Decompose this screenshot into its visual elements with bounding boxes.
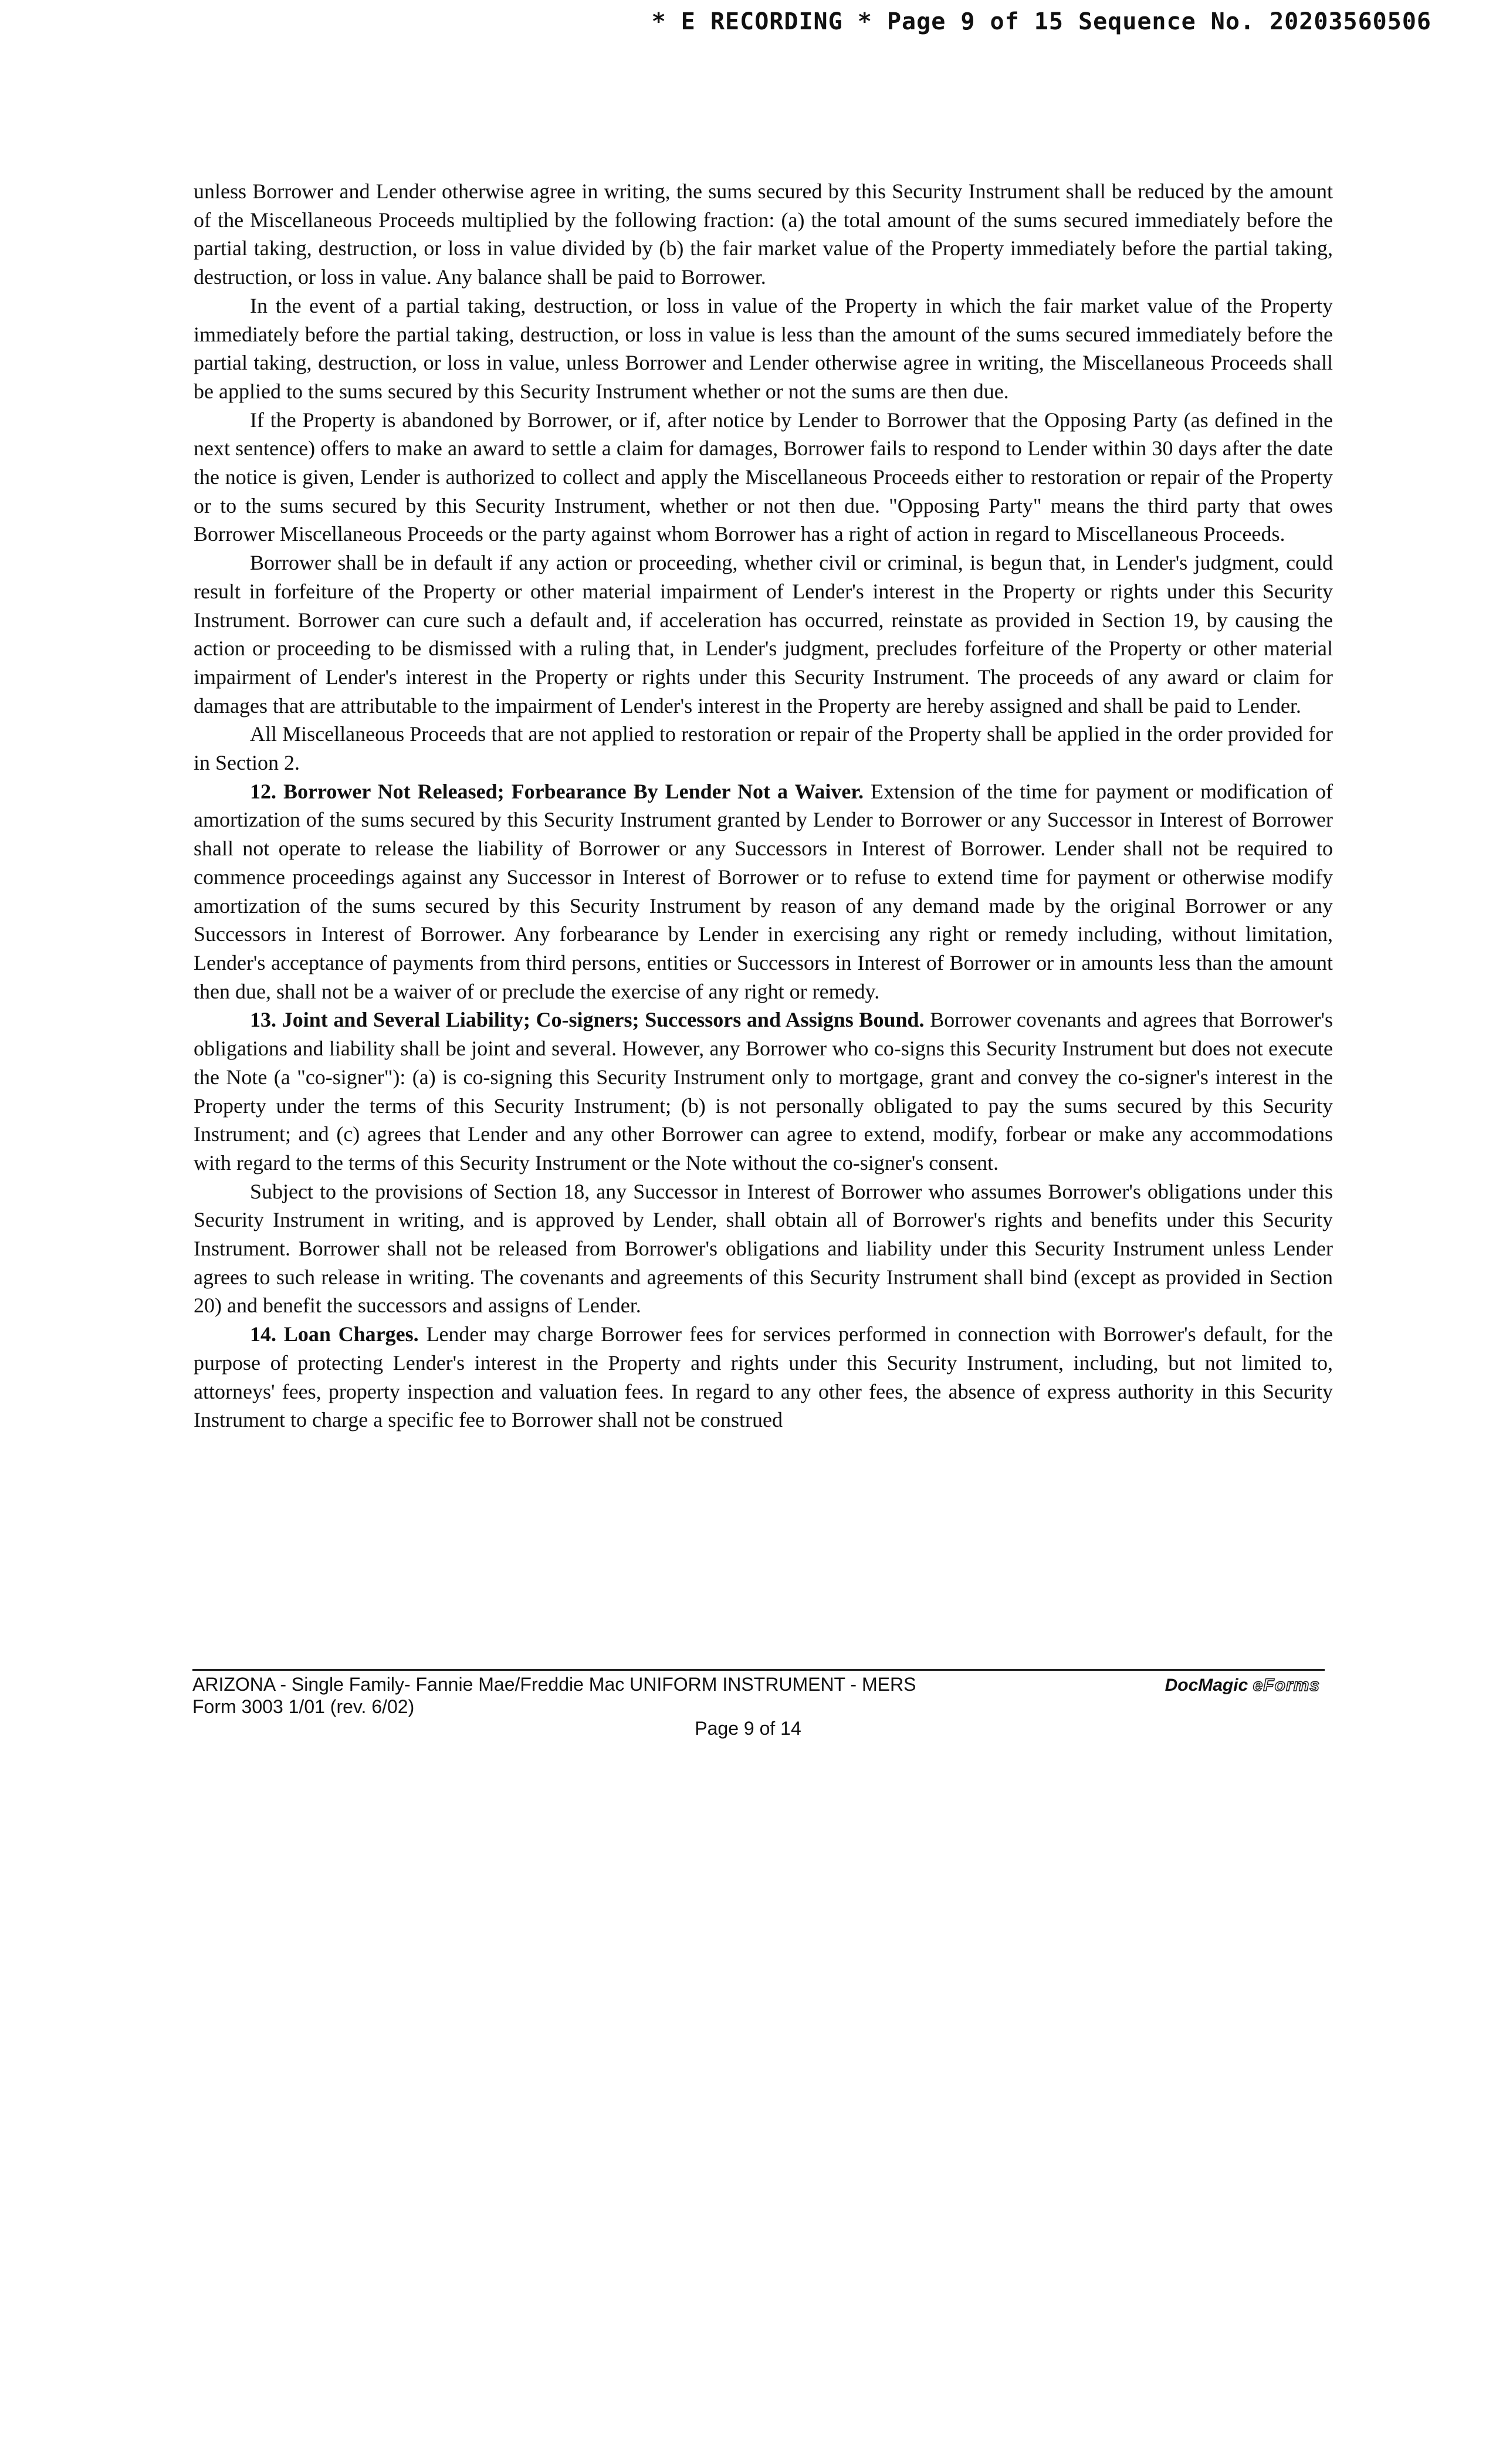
- paragraph-successors: [194, 1177, 1333, 1321]
- paragraph-abandoned-property: [194, 406, 1333, 549]
- section-12: [194, 777, 1333, 1006]
- paragraph-text: Subject to the provisions of Section 18, any Successor in Interest of Borrower who assumes Borrower's obligations under this Security Instrument in writing, and is approved by Lender, shall obtain all of Borrower's rights and benefits under this Security Instrument. Borrower shall not be released from Borrower's obligations and liability under this Security Instrument unless Lender agrees to such release in writing. The covenants and agreements of this Security Instrument shall bind (except as provided in Section 20) and benefit the successors and assigns of Lender.: [194, 1179, 1333, 1318]
- paragraph-misc-proceeds: [194, 720, 1333, 777]
- paragraph-text: Borrower shall be in default if any action or proceeding, whether civil or criminal, is begun that, in Lender's judgment, could result in forfeiture of the Property or other material impairment of Lender's interest in the Property or rights under this Security Instrument. Borrower can cure such a default and, if acceleration has occurred, reinstate as provided in Section 19, by causing the action or proceeding to be dismissed with a ruling that, in Lender's judgment, precludes forfeiture of the Property or other material impairment of Lender's interest in the Property or rights under this Security Instrument. The proceeds of any award or claim for damages that are attributable to the impairment of Lender's interest in the Property are hereby assigned and shall be paid to Lender.: [194, 551, 1333, 717]
- paragraph-partial-taking: [194, 292, 1333, 406]
- section-13-text: Borrower covenants and agrees that Borrower's obligations and liability shall be joint and several. However, any Borrower who co-signs this Security Instrument but does not execute the Note (a "co-signer"): (a) is co-signing this Security Instrument only to mortgage, grant and convey the co-signer's interest in the Property under the terms of this Security Instrument; (b) is not personally obligated to pay the sums secured by this Security Instrument; and (c) agrees that Lender and any other Borrower can agree to extend, modify, forbear or make any accommodations with regard to the terms of this Security Instrument or the Note without the co-signer's consent.: [194, 1008, 1333, 1175]
- document-body: [194, 177, 1333, 1434]
- logo-brand: DocMagic: [1165, 1676, 1248, 1695]
- section-12-text: Extension of the time for payment or modification of amortization of the sums secured by this Security Instrument granted by Lender to Borrower or any Successor in Interest of Borrower shall not operate to release the liability of Borrower or any Successors in Interest of Borrower. Lender shall not be required to commence proceedings against any Successor in Interest of Borrower or to refuse to extend time for payment or otherwise modify amortization of the sums secured by this Security Instrument by reason of any demand made by the original Borrower or any Successors in Interest of Borrower. Any forbearance by Lender in exercising any right or remedy including, without limitation, Lender's acceptance of payments from third persons, entities or Successors in Interest of Borrower or in amounts less than the amount then due, shall not be a waiver of or preclude the exercise of any right or remedy.: [194, 779, 1333, 1003]
- paragraph-text: In the event of a partial taking, destruction, or loss in value of the Property in which the fair market value of the Property immediately before the partial taking, destruction, or loss in value is less than the amount of the sums secured immediately before the partial taking, destruction, or loss in value, unless Borrower and Lender otherwise agree in writing, the Miscellaneous Proceeds shall be applied to the sums secured by this Security Instrument whether or not the sums are then due.: [194, 293, 1333, 403]
- footer-page-number: Page 9 of 14: [695, 1718, 801, 1739]
- section-12-heading: 12. Borrower Not Released; Forbearance By Lender Not a Waiver.: [250, 779, 864, 803]
- section-14: [194, 1320, 1333, 1434]
- logo-eforms: eForms: [1253, 1676, 1320, 1695]
- paragraph-text: unless Borrower and Lender otherwise agree in writing, the sums secured by this Security Instrument shall be reduced by the amount of the Miscellaneous Proceeds multiplied by the following fraction: (a) the total amount of the sums secured immediately before the partial taking, destruction, or loss in value divided by (b) the fair market value of the Property immediately before the partial taking, destruction, or loss in value. Any balance shall be paid to Borrower.: [194, 180, 1333, 289]
- paragraph-proceeds-reduction: [194, 177, 1333, 292]
- paragraph-text: If the Property is abandoned by Borrower, or if, after notice by Lender to Borrower that the Opposing Party (as defined in the next sentence) offers to make an award to settle a claim for damages, Borrower fails to respond to Lender within 30 days after the date the notice is given, Lender is authorized to collect and apply the Miscellaneous Proceeds either to restoration or repair of the Property or to the sums secured by this Security Instrument, whether or not then due. "Opposing Party" means the third party that owes Borrower Miscellaneous Proceeds or the party against whom Borrower has a right of action in regard to Miscellaneous Proceeds.: [194, 408, 1333, 546]
- footer-form-info: [192, 1673, 916, 1718]
- section-14-heading: 14. Loan Charges.: [250, 1322, 419, 1346]
- paragraph-text: All Miscellaneous Proceeds that are not applied to restoration or repair of the Property shall be applied in the order provided for in Section 2.: [194, 722, 1333, 775]
- section-13: [194, 1006, 1333, 1177]
- footer-form-line-2: Form 3003 1/01 (rev. 6/02): [192, 1696, 415, 1717]
- docmagic-logo: [1165, 1676, 1320, 1695]
- footer-form-line-1: ARIZONA - Single Family- Fannie Mae/Freddie Mac UNIFORM INSTRUMENT - MERS: [192, 1674, 916, 1695]
- recording-banner: * E RECORDING * Page 9 of 15 Sequence No. 20203560506: [651, 8, 1431, 35]
- paragraph-borrower-default: [194, 549, 1333, 720]
- section-13-heading: 13. Joint and Several Liability; Co-signers; Successors and Assigns Bound.: [250, 1008, 925, 1032]
- section-14-text: Lender may charge Borrower fees for services performed in connection with Borrower's default, for the purpose of protecting Lender's interest in the Property and rights under this Security Instrument, including, but not limited to, attorneys' fees, property inspection and valuation fees. In regard to any other fees, the absence of express authority in this Security Instrument to charge a specific fee to Borrower shall not be construed: [194, 1322, 1333, 1432]
- footer-divider: [192, 1669, 1325, 1671]
